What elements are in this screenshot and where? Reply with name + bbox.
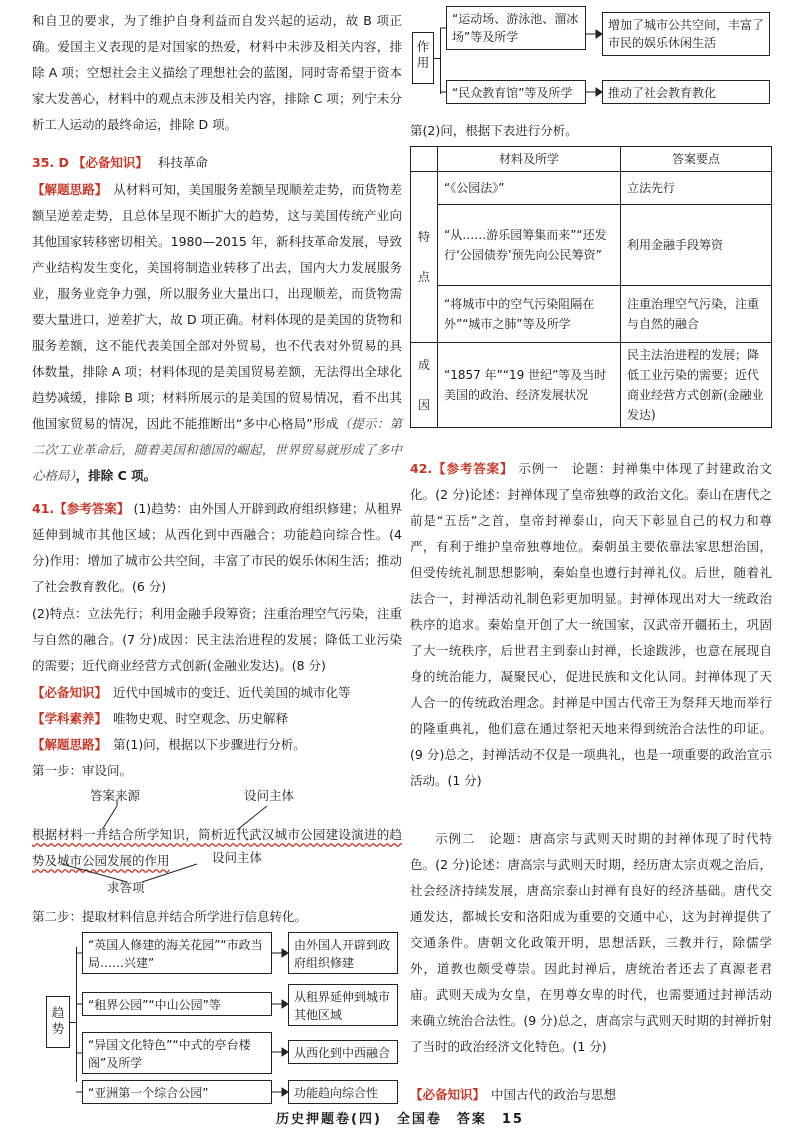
q41-knowledge	[32, 680, 402, 706]
q42-knowledge-tag: 【必备知识】	[410, 1087, 486, 1102]
q42-example-1-text: 示例一 论题：封禅集中体现了封建政治文化。(2 分)论述：封禅体现了皇帝独尊的政治文化。泰山在唐代之前是“五岳”之首，皇帝封禅泰山，向天下彰显自己的权力和尊严，有利于维护皇帝独尊地位。秦朝虽主要依靠法家思想治国，但受传统礼制思想影响，秦始皇也遵行封禅礼仪。后世，随着礼法合一，封禅活动礼制色彩更加明显。封禅体现出对大一统政治秩序的追求。秦始皇开创了大一统国家，汉武帝开疆拓土，巩固了大一统秩序，后世君主到泰山封禅，长途跋涉，也意在展现自身的统治能力，凝聚民心，促进民族和文化认同。封禅体现了天人合一的传统政治理念。封禅是中国古代帝王为祭拜天地而举行的隆重典礼，他们意在通过祭祀天地来得到统治合法性的印证。(9 分)总之，封禅活动不仅是一项典礼，也是一项重要的政治宣示活动。(1 分)	[410, 461, 772, 788]
trend-src-3: “异国文化特色”“中式的亭台楼阁”及所学	[82, 1032, 272, 1074]
diagram-label-answer: 求答项	[107, 880, 145, 895]
q41-thinking-text: 第(1)问，根据以下步骤进行分析。	[113, 737, 306, 752]
table-row	[411, 286, 772, 343]
table-cell-src-2: “从……游乐园筹集而来”“还发行‘公园债券’预先向公民筹资”	[438, 205, 621, 286]
q35-hint: （提示：第二次工业革命后，随着美国和德国的崛起，世界贸易就形成了多中心格局）	[32, 416, 402, 483]
table-cell-src-1: “《公园法》”	[438, 172, 621, 205]
role-diagram	[410, 6, 772, 112]
q35-conclusion: ，排除 C 项。	[75, 468, 157, 483]
diagram-label-source: 答案来源	[90, 788, 141, 803]
role-label-text: 作用	[416, 39, 430, 70]
table-cell-dst-4: 民主法治进程的发展；降低工业污染的需要；近代商业经营方式创新(金融业发达)	[621, 343, 772, 428]
diagram-label-subject-top: 设问主体	[244, 788, 295, 803]
role-src-2: “民众教育馆”等及所学	[446, 80, 586, 104]
table-cell-dst-3: 注重治理空气污染，注重与自然的融合	[621, 286, 772, 343]
q35-knowledge-tag: 【必备知识】	[72, 155, 148, 170]
table-cell-src-3: “将城市中的空气污染阻隔在外”“城市之肺”等及所学	[438, 286, 621, 343]
table-group-features-text: 特点	[417, 230, 430, 284]
diagram-sentence: 根据材料一并结合所学知识，简析近代武汉城市公园建设演进的趋势及城市公园发展的作用	[32, 827, 402, 868]
q42-example-1	[410, 456, 772, 794]
q42-knowledge	[410, 1082, 772, 1108]
table-row	[411, 343, 772, 428]
trend-dst-4: 功能趋向综合性	[288, 1080, 398, 1104]
trend-label-text: 趋势	[51, 1005, 65, 1036]
q41-knowledge-tag: 【必备知识】	[32, 685, 108, 700]
table-row	[411, 172, 772, 205]
analysis-table	[410, 146, 772, 428]
table-group-causes	[411, 343, 438, 428]
table-header-material: 材料及所学	[438, 147, 621, 172]
table-cell-src-4: “1857 年”“19 世纪”等及当时美国的政治、经济发展状况	[438, 343, 621, 428]
q35-analysis	[32, 177, 402, 489]
table-corner	[411, 147, 438, 172]
table-group-features	[411, 172, 438, 343]
trend-diagram	[32, 932, 402, 1100]
q41-head: 41.【参考答案】	[32, 501, 130, 516]
question-diagram	[32, 786, 402, 896]
q35-knowledge: 科技革命	[157, 155, 208, 170]
trend-src-1: “英国人修建的海关花园”“市政当局……兴建”	[82, 932, 272, 974]
table-cell-dst-2: 利用金融手段筹资	[621, 205, 772, 286]
q35-analysis-text: 从材料可知，美国服务差额呈现顺差走势，而货物差额呈逆差走势，且总体呈现不断扩大的趋势，这与美国传统产业向其他国家转移密切相关。1980—2015 年，新科技革命发展，导致产业结构发生变化，美国将制造业转移了出去，国内大力发展服务业，服务业竞争力强，所以服务业大量出口，出现顺差，而货物需要大量进口，逆差扩大，故 D 项正确。材料体现的是美国的货物和服务差额，这不能代表美国全部对外贸易，也不代表对外贸易的具体数量，排除 A 项；材料体现的是美国贸易差额，无法得出全球化趋势减缓，排除 B 项；材料所展示的是美国的贸易情况，看不出其他国家贸易的情况，因此不能推断出“多中心格局”形成	[32, 182, 402, 431]
page-footer: 历史押题卷(四) 全国卷 答案 15	[276, 1112, 524, 1127]
q42-head: 42.【参考答案】	[410, 461, 514, 476]
role-src-1: “运动场、游泳池、溜冰场”等及所学	[446, 6, 586, 50]
trend-dst-2: 从租界延伸到城市其他区域	[288, 984, 398, 1026]
table-header-answer: 答案要点	[621, 147, 772, 172]
trend-src-4: “亚洲第一个综合公园”	[82, 1080, 272, 1104]
role-dst-1: 增加了城市公共空间，丰富了市民的娱乐休闲生活	[602, 12, 770, 56]
q41-answer-1-text: (1)趋势：由外国人开辟到政府组织修建；从租界延伸到城市其他区域；从西化到中西融合；功能趋向综合性。(4 分)作用：增加了城市公共空间，丰富了市民的娱乐休闲生活；推动了社会教育教化。(6 分)	[32, 501, 402, 594]
q42-knowledge-text: 中国古代的政治与思想	[491, 1087, 617, 1102]
role-dst-2: 推动了社会教育教化	[602, 80, 770, 104]
q41-knowledge-text: 近代中国城市的变迁、近代美国的城市化等	[113, 685, 351, 700]
step-1: 第一步：审设问。	[32, 763, 133, 778]
q35-block	[32, 150, 402, 176]
trend-dst-1: 由外国人开辟到政府组织修建	[288, 932, 398, 974]
role-arrows	[410, 6, 772, 112]
q41-thinking-tag: 【解题思路】	[32, 737, 108, 752]
trend-arrows	[32, 932, 402, 1112]
q2-intro: 第(2)问，根据下表进行分析。	[410, 123, 578, 138]
q41-literacy-tag: 【学科素养】	[32, 711, 108, 726]
q41-literacy-text: 唯物史观、时空观念、历史解释	[113, 711, 289, 726]
trend-src-2: “租界公园”“中山公园”等	[82, 992, 272, 1016]
table-row	[411, 205, 772, 286]
q41-answer-1	[32, 496, 402, 600]
q41-answer-2: (2)特点：立法先行；利用金融手段筹资；注重治理空气污染，注重与自然的融合。(7 分)成因：民主法治进程的发展；降低工业污染的需要；近代商业经营方式创新(金融业发达)。(8 分)	[32, 606, 402, 673]
q42-example-2: 示例二 论题：唐高宗与武则天时期的封禅体现了时代特色。(2 分)论述：唐高宗与武则天时期，经历唐太宗贞观之治后，社会经济持续发展，唐高宗泰山封禅有良好的经济基础。唐代交通发达，都城长安和洛阳成为重要的交通中心，这为封禅提供了交通条件。唐朝文化政策开明，思想活跃，三教并行，除儒学外，道教也颇受尊崇。因此封禅后，唐统治者还去了真源老君庙。武则天成为女皇，在男尊女卑的时代，也需要通过封禅活动来确立统治合法性。(9 分)总之，唐高宗与武则天时期的封禅折射了当时的政治经济文化特色。(1 分)	[410, 831, 772, 1054]
table-header-row	[411, 147, 772, 172]
table-cell-dst-1: 立法先行	[621, 172, 772, 205]
q41-literacy	[32, 706, 402, 732]
table-group-causes-text: 成因	[417, 358, 430, 412]
q34-tail-text: 和自卫的要求，为了维护自身利益而自发兴起的运动，故 B 项正确。爱国主义表现的是对国家的热爱，材料中未涉及相关内容，排除 A 项；空想社会主义描绘了理想社会的蓝图，同时寄希望于资本家大发善心，材料中的观点未涉及相关内容，排除 C 项；列宁未分析工人运动的最终命运，排除 D 项。	[32, 13, 402, 132]
step-2: 第二步：提取材料信息并结合所学进行信息转化。	[32, 909, 308, 924]
q35-number: 35. D	[32, 155, 69, 170]
diagram-arrows-bottom	[32, 860, 402, 900]
q35-thinking-tag: 【解题思路】	[32, 182, 108, 197]
q41-thinking	[32, 732, 402, 758]
diagram-label-subject-bottom: 设问主体	[212, 850, 263, 865]
trend-dst-3: 从西化到中西融合	[288, 1040, 398, 1064]
